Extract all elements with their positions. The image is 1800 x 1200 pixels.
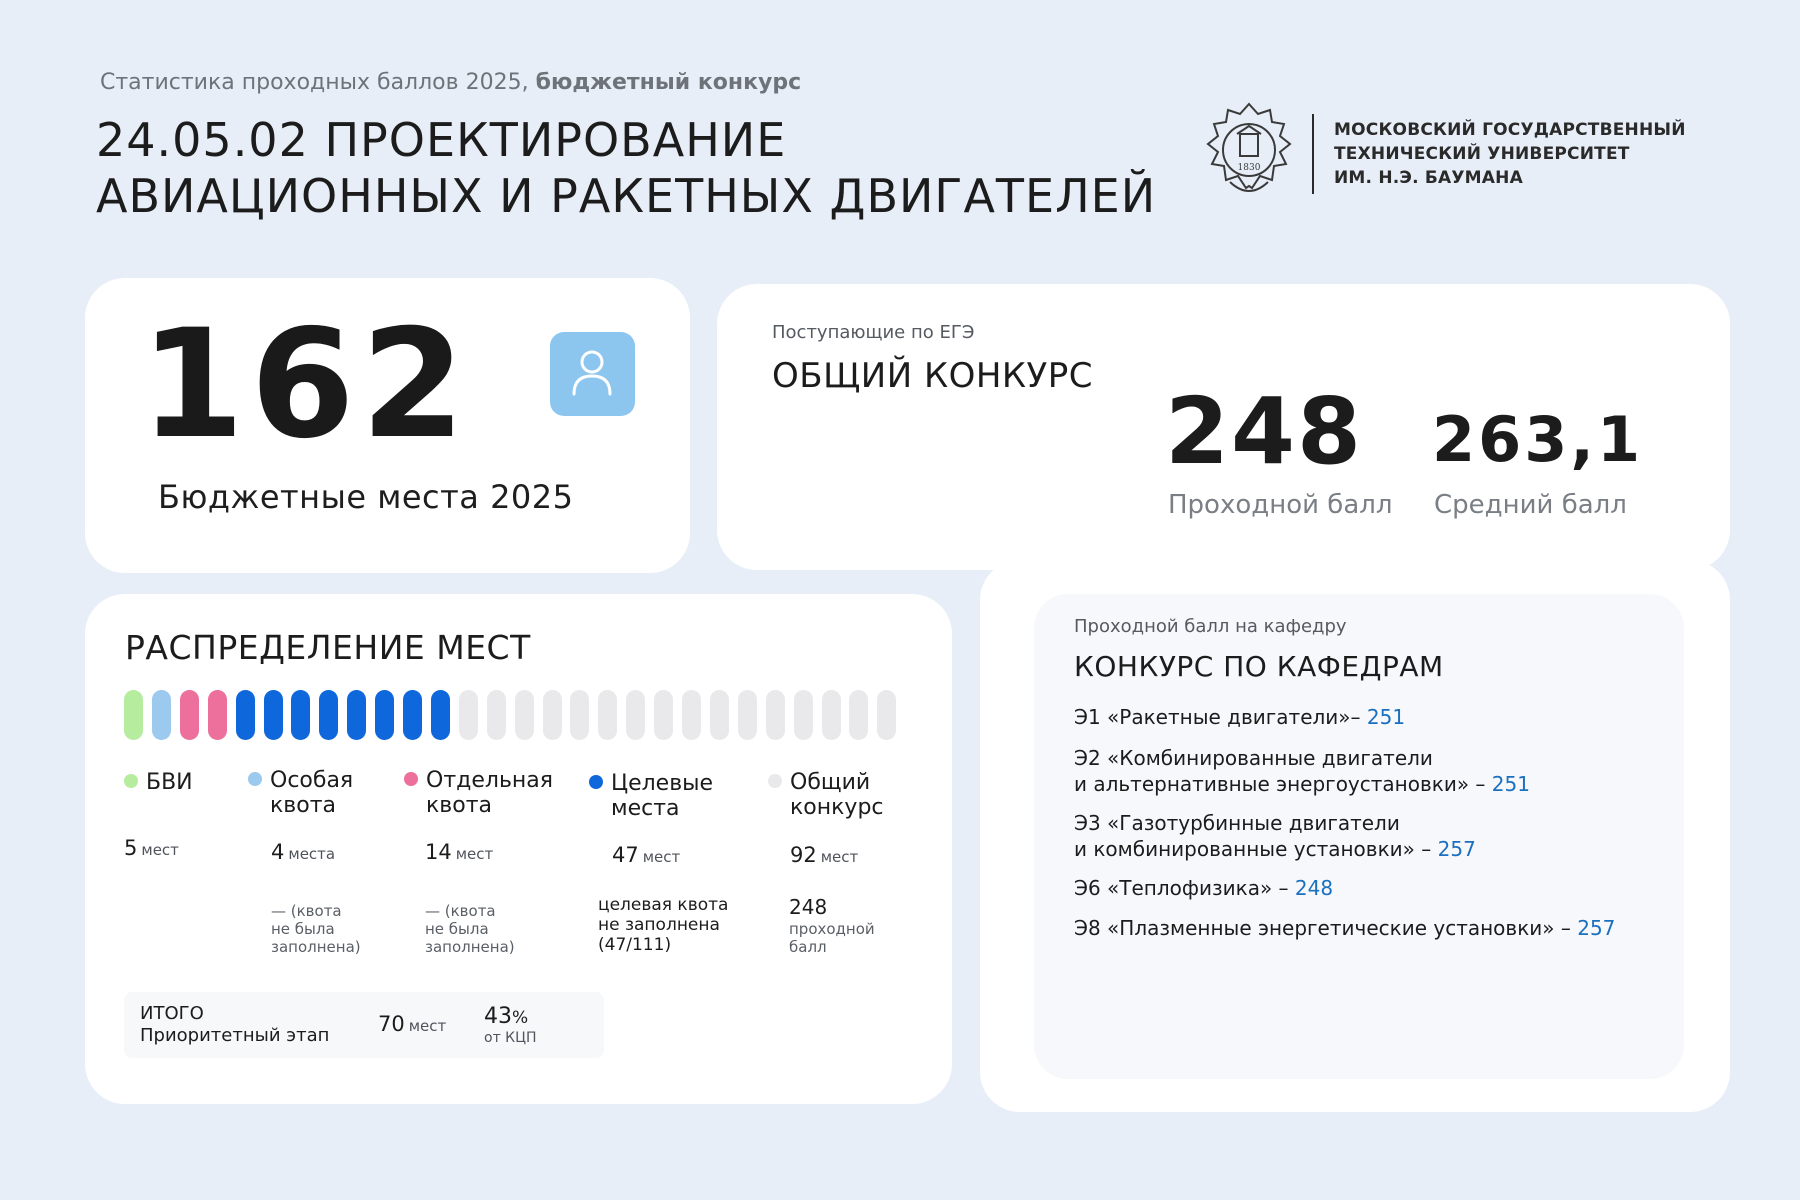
- department-e2-score: 251: [1491, 772, 1530, 796]
- university-seal-logo: [1200, 100, 1298, 208]
- university-name-line3: ИМ. Н.Э. БАУМАНА: [1334, 168, 1523, 188]
- separate-quota-color-dot: [404, 772, 418, 786]
- category-bvi-name: БВИ: [146, 770, 193, 795]
- total-percent-label: от КЦП: [484, 1030, 537, 1046]
- budget-places-label: Бюджетные места 2025: [158, 478, 574, 516]
- seat-pill: [431, 690, 450, 740]
- seat-pill: [152, 690, 171, 740]
- seat-pill: [598, 690, 617, 740]
- page-title: [96, 112, 1156, 224]
- seat-pill: [236, 690, 255, 740]
- separate-quota-note-line3: заполнена): [425, 938, 515, 956]
- separate-quota-name-line1: Отдельная: [426, 768, 554, 793]
- department-e2-line2: и альтернативные энергоустановки» –: [1074, 772, 1492, 796]
- competition-title: ОБЩИЙ КОНКУРС: [772, 356, 1094, 396]
- target-places-note-line2: не заполнена: [598, 915, 720, 935]
- total-label: [140, 1003, 329, 1047]
- separate-quota-note-line2: не была: [425, 920, 489, 938]
- general-competition-color-dot: [768, 774, 782, 788]
- seat-pill: [375, 690, 394, 740]
- department-item-e6: [1074, 875, 1333, 901]
- seat-pill: [264, 690, 283, 740]
- bvi-count-number: 5: [124, 836, 138, 860]
- seat-pill: [626, 690, 645, 740]
- seat-pill: [291, 690, 310, 740]
- seat-pill: [794, 690, 813, 740]
- title-line1: 24.05.02 ПРОЕКТИРОВАНИЕ: [96, 113, 787, 167]
- special-quota-color-dot: [248, 772, 262, 786]
- department-e1-text: Э1 «Ракетные двигатели»–: [1074, 705, 1367, 729]
- svg-text:1830: 1830: [1237, 163, 1261, 173]
- distribution-title: РАСПРЕДЕЛЕНИЕ МЕСТ: [125, 628, 531, 667]
- subtitle-regular: Статистика проходных баллов 2025,: [100, 70, 536, 95]
- department-item-e8: [1074, 915, 1615, 941]
- category-target-places-count: [612, 843, 680, 867]
- category-separate-quota: [404, 768, 553, 818]
- special-quota-name-line2: квота: [270, 793, 337, 818]
- seat-pill: [877, 690, 896, 740]
- seat-pill: [208, 690, 227, 740]
- total-label-line2: Приоритетный этап: [140, 1025, 330, 1046]
- department-item-e3: [1074, 810, 1476, 862]
- category-target-places: [589, 771, 713, 821]
- special-quota-count-number: 4: [271, 840, 285, 864]
- seat-pill: [403, 690, 422, 740]
- seat-pill: [124, 690, 143, 740]
- separate-quota-note: [425, 902, 515, 956]
- bvi-count-unit: мест: [141, 841, 179, 859]
- subtitle-bold: бюджетный конкурс: [535, 70, 802, 95]
- separate-quota-note-line1: — (квота: [425, 902, 496, 920]
- department-item-e1: [1074, 704, 1405, 730]
- seat-pill: [682, 690, 701, 740]
- category-separate-quota-count: [425, 840, 493, 864]
- seat-pill: [515, 690, 534, 740]
- logo-divider: [1312, 114, 1314, 194]
- general-competition-name-line2: конкурс: [790, 795, 884, 820]
- special-quota-note-line1: — (квота: [271, 902, 342, 920]
- total-percent-number: 43: [484, 1004, 512, 1029]
- seat-pill: [654, 690, 673, 740]
- general-competition-count-unit: мест: [820, 848, 859, 866]
- department-e2-line1: Э2 «Комбинированные двигатели: [1074, 746, 1433, 770]
- average-score-value: 263,1: [1432, 403, 1644, 476]
- department-e3-line2: и комбинированные установки» –: [1074, 837, 1438, 861]
- general-competition-count-number: 92: [790, 843, 817, 867]
- header-subtitle: [100, 70, 801, 95]
- target-places-count-unit: мест: [642, 848, 681, 866]
- ege-caption: Поступающие по ЕГЭ: [772, 322, 975, 343]
- seat-pill: [570, 690, 589, 740]
- target-places-name-line1: Целевые: [611, 771, 714, 796]
- total-count: [378, 1012, 446, 1036]
- target-places-count-number: 47: [612, 843, 639, 867]
- department-e8-text: Э8 «Плазменные энергетические установки» –: [1074, 916, 1578, 940]
- category-bvi: [124, 770, 193, 795]
- department-e3-score: 257: [1437, 837, 1476, 861]
- general-competition-name-line1: Общий: [790, 770, 871, 795]
- departments-caption: Проходной балл на кафедру: [1074, 616, 1347, 637]
- university-name: [1334, 118, 1686, 190]
- seat-pill: [766, 690, 785, 740]
- department-e2-line2-wrap: [1074, 771, 1530, 797]
- department-e6-text: Э6 «Теплофизика» –: [1074, 876, 1295, 900]
- separate-quota-count-unit: мест: [455, 845, 494, 863]
- department-item-e2: [1074, 745, 1530, 797]
- pass-score-value: 248: [1165, 378, 1364, 485]
- department-e6-score: 248: [1294, 876, 1334, 900]
- total-percent-sign: %: [512, 1008, 529, 1028]
- department-e3-line2-wrap: [1074, 836, 1476, 862]
- category-general-competition-count: [790, 843, 858, 867]
- separate-quota-count-number: 14: [425, 840, 452, 864]
- departments-title: КОНКУРС ПО КАФЕДРАМ: [1074, 650, 1444, 683]
- seat-pill: [543, 690, 562, 740]
- seat-pill: [849, 690, 868, 740]
- pass-score-label: Проходной балл: [1168, 490, 1393, 520]
- category-special-quota: [248, 768, 353, 818]
- average-score-label: Средний балл: [1434, 490, 1627, 520]
- target-places-name-line2: места: [611, 796, 680, 821]
- special-quota-count-unit: места: [288, 845, 336, 863]
- general-competition-note: [789, 920, 875, 956]
- seat-pill: [710, 690, 729, 740]
- total-label-line1: ИТОГО: [140, 1003, 204, 1024]
- category-general-competition: [768, 770, 884, 820]
- department-e8-score: 257: [1577, 916, 1616, 940]
- general-competition-note-line3: балл: [789, 938, 827, 956]
- user-icon: [550, 332, 635, 416]
- university-name-line1: МОСКОВСКИЙ ГОСУДАРСТВЕННЫЙ: [1334, 120, 1686, 140]
- seat-pill: [319, 690, 338, 740]
- department-e1-score: 251: [1366, 705, 1406, 729]
- total-count-number: 70: [378, 1012, 405, 1036]
- bvi-color-dot: [124, 774, 138, 788]
- general-competition-note-line2: проходной: [789, 920, 875, 938]
- seat-pill: [487, 690, 506, 740]
- separate-quota-name-line2: квота: [426, 793, 493, 818]
- university-name-line2: ТЕХНИЧЕСКИЙ УНИВЕРСИТЕТ: [1334, 144, 1630, 164]
- seat-pill: [347, 690, 366, 740]
- category-special-quota-count: [271, 840, 335, 864]
- target-places-note-line1: целевая квота: [598, 895, 729, 915]
- target-places-color-dot: [589, 775, 603, 789]
- title-line2: АВИАЦИОННЫХ И РАКЕТНЫХ ДВИГАТЕЛЕЙ: [96, 169, 1157, 223]
- general-competition-score: 248: [789, 895, 828, 919]
- department-e3-line1: Э3 «Газотурбинные двигатели: [1074, 811, 1400, 835]
- seat-pill: [822, 690, 841, 740]
- budget-places-number: 162: [140, 298, 472, 472]
- total-count-unit: мест: [408, 1017, 447, 1035]
- special-quota-note-line3: заполнена): [271, 938, 361, 956]
- special-quota-name-line1: Особая: [270, 768, 354, 793]
- special-quota-note: [271, 902, 361, 956]
- seat-pill: [459, 690, 478, 740]
- category-bvi-count: [124, 836, 179, 860]
- target-places-note-line3: (47/111): [598, 935, 672, 955]
- special-quota-note-line2: не была: [271, 920, 335, 938]
- target-places-note: [598, 895, 728, 955]
- seat-pill: [180, 690, 199, 740]
- total-percent: [484, 1004, 528, 1029]
- seat-pill: [738, 690, 757, 740]
